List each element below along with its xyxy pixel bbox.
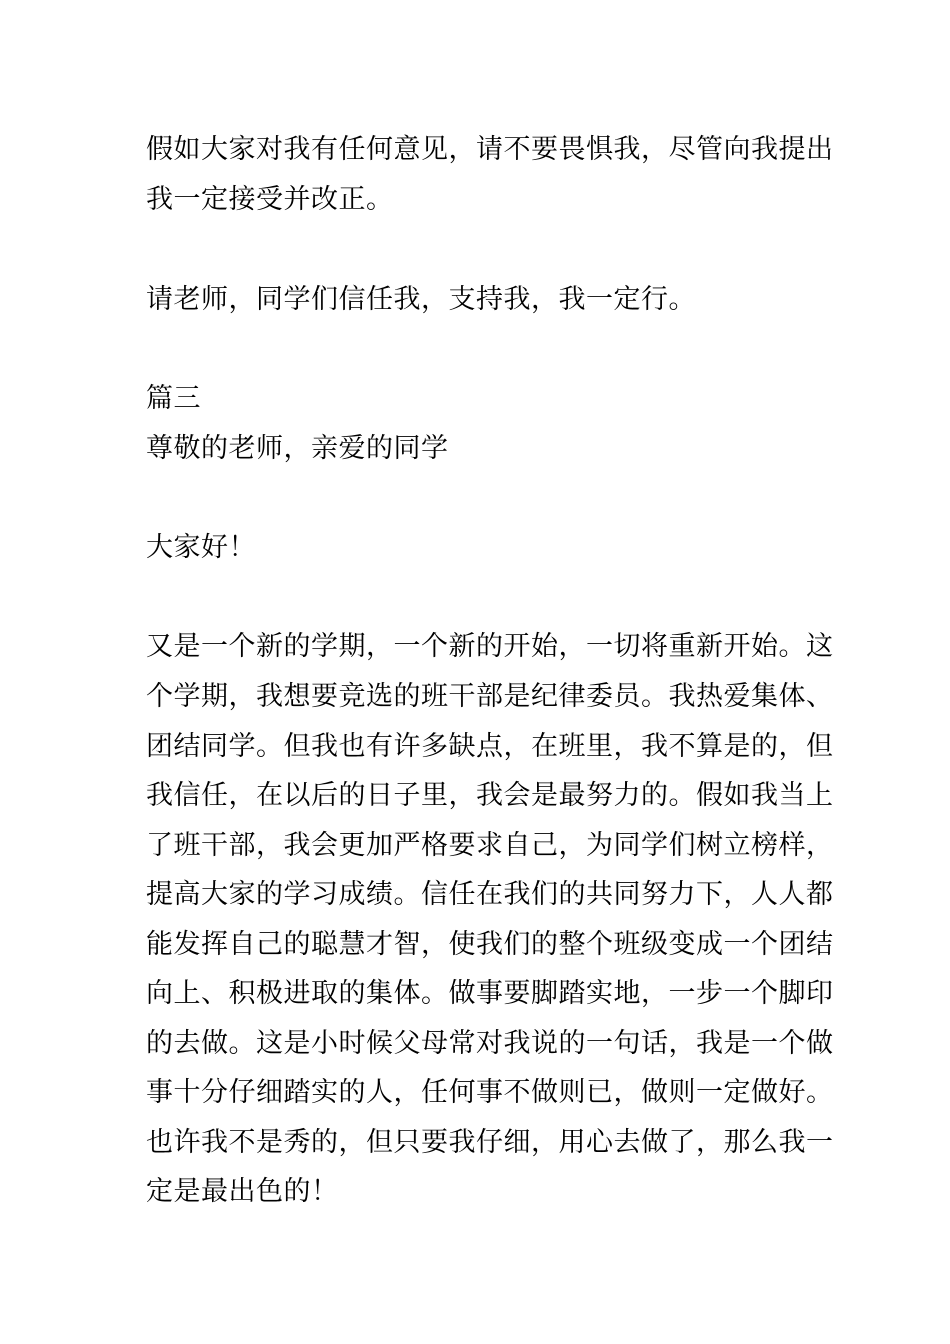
paragraph-1-line-2: 我一定接受并改正。 <box>146 184 394 215</box>
paragraph-3-line-3: 团结同学。但我也有许多缺点，在班里，我不算是的，但 <box>146 731 834 762</box>
paragraph-3-line-6: 提高大家的学习成绩。信任在我们的共同努力下，人人都 <box>146 879 834 910</box>
paragraph-3-line-1: 又是一个新的学期，一个新的开始，一切将重新开始。这 <box>146 631 834 662</box>
paragraph-3-line-9: 的去做。这是小时候父母常对我说的一句话，我是一个做 <box>146 1028 834 1059</box>
paragraph-3-line-2: 个学期，我想要竞选的班干部是纪律委员。我热爱集体、 <box>146 681 834 712</box>
paragraph-3-line-8: 向上、积极进取的集体。做事要脚踏实地，一步一个脚印 <box>146 978 834 1009</box>
paragraph-3-line-5: 了班干部，我会更加严格要求自己，为同学们树立榜样， <box>146 830 834 861</box>
paragraph-3-line-11: 也许我不是秀的，但只要我仔细，用心去做了，那么我一 <box>146 1127 834 1158</box>
paragraph-1-line-1: 假如大家对我有任何意见，请不要畏惧我，尽管向我提出 <box>146 134 834 165</box>
paragraph-2-line-1: 请老师，同学们信任我，支持我，我一定行。 <box>146 284 696 315</box>
paragraph-3-line-12: 定是最出色的！ <box>146 1176 339 1207</box>
paragraph-3-line-10: 事十分仔细踏实的人，任何事不做则已，做则一定做好。 <box>146 1077 834 1108</box>
section-title: 篇三 <box>146 383 201 414</box>
salutation: 尊敬的老师，亲爱的同学 <box>146 433 449 464</box>
paragraph-3-line-4: 我信任，在以后的日子里，我会是最努力的。假如我当上 <box>146 780 834 811</box>
greeting: 大家好！ <box>146 532 256 563</box>
paragraph-3-line-7: 能发挥自己的聪慧才智，使我们的整个班级变成一个团结 <box>146 929 834 960</box>
